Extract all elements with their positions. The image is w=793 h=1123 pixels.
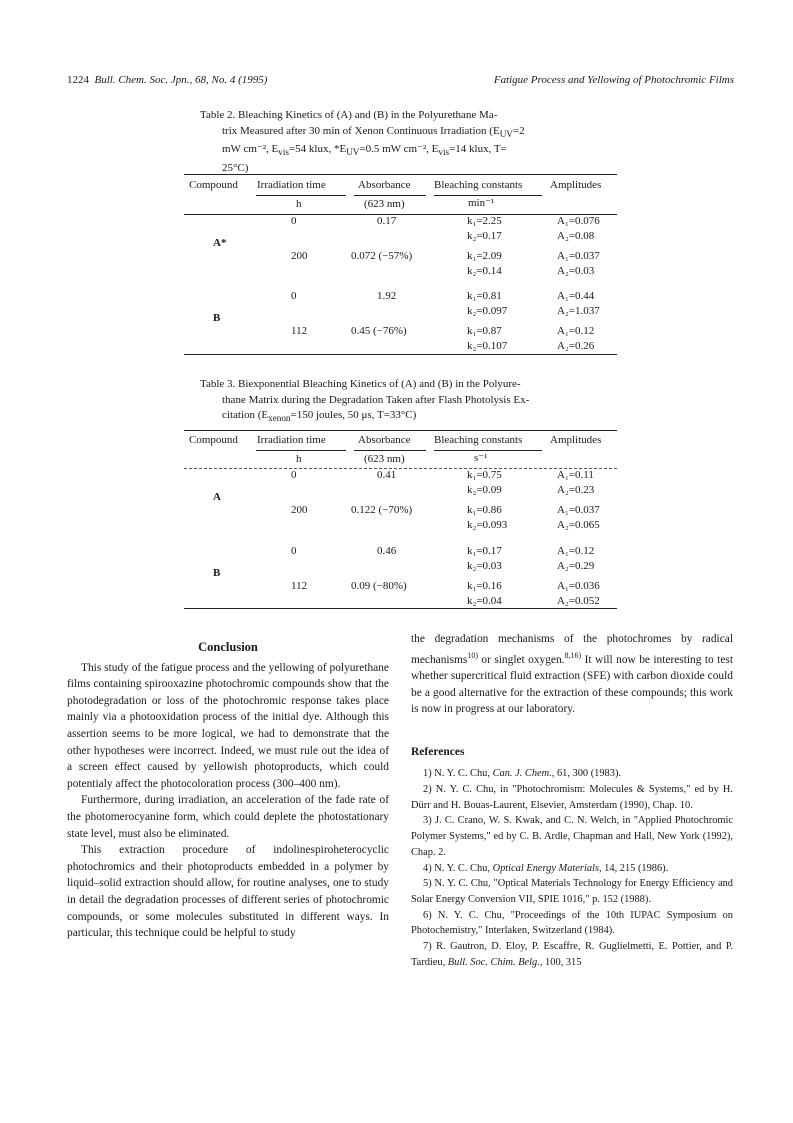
table3-time-cell: 0: [291, 469, 297, 481]
table3-absorbance-cell: 0.41: [377, 469, 397, 481]
table2-time-cell: 200: [291, 250, 308, 262]
sub-uv-2: UV: [346, 147, 360, 158]
table2-compound-label: A*: [213, 236, 227, 249]
conclusion-heading: Conclusion: [198, 640, 258, 654]
journal-name: Bull. Chem. Soc. Jpn.,: [94, 74, 193, 86]
table2-a2-cell: A₂=0.03: [557, 265, 595, 277]
table2-absorbance-cell: 0.072 (−57%): [351, 250, 413, 262]
table2-caption-line2-tail: =2: [512, 124, 525, 137]
table3-a1-cell: A₁=0.11: [557, 469, 594, 481]
table2-caption-line3: mW cm⁻², E: [222, 143, 279, 156]
sub-xenon: xenon: [268, 413, 291, 424]
table3-time-cell: 200: [291, 504, 308, 516]
table2-caption-line3b: =54 klux, *E: [288, 143, 347, 156]
table2-time-cell: 112: [291, 325, 308, 337]
table3-unit-h: h: [296, 453, 302, 465]
table3-header-time: Irradiation time: [257, 434, 326, 446]
table2-header-absorbance: Absorbance: [358, 179, 411, 191]
table3-a1-cell: A₁=0.12: [557, 545, 595, 557]
conclusion-paragraph-1: This study of the fatigue process and the yellowing of polyurethane films containing spirooxazine photochromic compounds show that the photodegradation or loss of the photochromic response takes place mainly via a photooxidation process of the initial dye. Although this assertion seems to be more logical, we had to demonstrate that the other hypotheses were incorrect. Indeed, we must rule out the idea of a screen effect caused by yellowish photoproducts, which could potentialy affect the photocoloration process (300–400 nm).: [67, 661, 389, 790]
table2-a1-cell: A₁=0.037: [557, 250, 600, 262]
reference-item: [411, 908, 733, 939]
continuation-text-b: or singlet oxygen.: [477, 653, 565, 666]
table3-compound-label: B: [213, 566, 221, 579]
reference-text: 5) N. Y. C. Chu, "Optical Materials Technology for Energy Efficiency and Solar Energy Conversion VII, SPIE 1016," p. 152 (1988).: [411, 878, 733, 905]
reference-journal: Optical Energy Materials,: [492, 862, 602, 874]
reference-item: [411, 782, 733, 813]
running-header: [67, 74, 734, 90]
reference-journal: Can. J. Chem.,: [492, 768, 555, 780]
table2-unit-nm: (623 nm): [364, 198, 405, 210]
table2-caption-line3c: =0.5 mW cm⁻², E: [359, 143, 439, 156]
volume-issue: 68, No. 4 (1995): [195, 74, 268, 86]
table2-unit-rate: min⁻¹: [468, 197, 495, 209]
table3-sub-rule: [256, 450, 346, 451]
table2-bottom-rule: [184, 354, 617, 355]
running-title: Fatigue Process and Yellowing of Photochromic Films: [493, 74, 734, 86]
table3-unit-rate: s⁻¹: [474, 452, 488, 464]
table3-a1-cell: A₁=0.036: [557, 580, 600, 592]
sub-vis-2: vis: [438, 147, 450, 158]
right-column: [411, 631, 733, 971]
table2-k2-cell: k₂=0.17: [467, 230, 502, 242]
reference-volume: 61, 300 (1983).: [554, 768, 622, 780]
table3-a2-cell: A₂=0.065: [557, 519, 600, 531]
header-citation: [67, 74, 267, 86]
reference-text: 2) N. Y. C. Chu, in "Photochromism: Molecules & Systems," ed by H. Dürr and H. Bouas-Laurent, Elsevier, Amsterdam (1990), Chap. 10.: [411, 784, 733, 811]
table3-header-absorbance: Absorbance: [358, 434, 411, 446]
reference-item: [411, 861, 733, 877]
table2-time-cell: 0: [291, 290, 297, 302]
continuation-text-a: the degradation mechanisms of the photochromes by radical mechanisms: [411, 633, 733, 666]
table3-absorbance-cell: 0.46: [377, 545, 397, 557]
table3-absorbance-cell: 0.09 (−80%): [351, 580, 407, 592]
table2-a1-cell: A₁=0.12: [557, 325, 595, 337]
table2-k2-cell: k₂=0.14: [467, 265, 502, 277]
table3-k2-cell: k₂=0.04: [467, 595, 502, 607]
sub-uv: UV: [499, 128, 513, 139]
table2-k1-cell: k₁=0.87: [467, 325, 502, 337]
table2-header-time: Irradiation time: [257, 179, 326, 191]
table3-caption-line3-tail: =150 joules, 50 μs, T=33°C): [290, 409, 417, 422]
table3-caption-cont: [200, 393, 610, 427]
table3-header-amplitudes: Amplitudes: [550, 434, 602, 446]
reference-text: 7) R. Gautron, D. Eloy, P. Escaffre, R. Guglielmetti, E. Pottier, and P. Tardieu,: [411, 941, 733, 968]
table3-top-rule: [184, 430, 617, 431]
table3-bottom-rule: [184, 608, 617, 609]
table3-compound-label: A: [213, 490, 221, 503]
continuation-text-c: It will now be interesting to test whether supercritical fluid extraction (SFE) with carbon dioxide could be a good alternative for the extraction of these compounds; this work is now in progress at our laboratory.: [411, 653, 733, 716]
table2-time-cell: 0: [291, 215, 297, 227]
reference-text: 3) J. C. Crano, W. S. Kwak, and C. N. Welch, in "Applied Photochromic Polymer Systems," ed by C. B. Ardle, Chapman and Hall, New York (1992), Chap. 2.: [411, 815, 733, 858]
reference-text: 4) N. Y. C. Chu,: [423, 862, 493, 874]
reference-item: [411, 876, 733, 907]
table2-sub-rule: [354, 195, 426, 196]
table2-k2-cell: k₂=0.097: [467, 305, 508, 317]
conclusion-paragraph-2: Furthermore, during irradiation, an acceleration of the fade rate of the photomerocyanine form, which could deplete the photostationary state level, must also be eliminated.: [67, 794, 389, 840]
table3-caption-line2: thane Matrix during the Degradation Taken after Flash Photolysis Ex-: [222, 393, 530, 406]
table3-sub-rule: [434, 450, 542, 451]
table2-sub-rule: [256, 195, 346, 196]
table2-absorbance-cell: 1.92: [377, 290, 397, 302]
table2-a1-cell: A₁=0.076: [557, 215, 600, 227]
table3-k2-cell: k₂=0.093: [467, 519, 508, 531]
table3-unit-nm: (623 nm): [364, 453, 405, 465]
table2-absorbance-cell: 0.45 (−76%): [351, 325, 407, 337]
table2-caption-line3d: =14 klux, T=: [449, 143, 507, 156]
table3-caption-line3: citation (E: [222, 409, 269, 422]
table3-time-cell: 0: [291, 545, 297, 557]
sub-vis: vis: [278, 147, 289, 158]
table2-caption-line1: Table 2. Bleaching Kinetics of (A) and (B) in the Polyurethane Ma-: [200, 109, 498, 121]
table2-caption-cont: [200, 124, 610, 177]
table3-time-cell: 112: [291, 580, 308, 592]
reference-volume: 100, 315: [542, 956, 582, 968]
reference-journal: Bull. Soc. Chim. Belg.,: [447, 956, 543, 968]
table2-a1-cell: A₁=0.44: [557, 290, 595, 302]
table2-k1-cell: k₁=2.25: [467, 215, 502, 227]
table3-sub-rule: [354, 450, 426, 451]
table2-a2-cell: A₂=0.26: [557, 340, 595, 352]
table3-k2-cell: k₂=0.03: [467, 560, 502, 572]
table2-k2-cell: k₂=0.107: [467, 340, 508, 352]
table2-header-compound: Compound: [189, 179, 238, 191]
table2-caption-line4: 25°C): [222, 162, 249, 175]
table2-a2-cell: A₂=0.08: [557, 230, 595, 242]
table3-a2-cell: A₂=0.29: [557, 560, 595, 572]
citation-sup: 8,16): [564, 650, 582, 660]
conclusion-paragraph-3: This extraction procedure of indolinespiroheterocyclic photochromics and their photoproducts embedded in a polymer by liquid–solid extraction should allow, for routine analyses, one to study in detail the degradation processes of different series of photochromic compounds, or some molecules substituted in different ways. In particular, this technique could be helpful to study: [67, 844, 389, 940]
reference-item: [411, 939, 733, 970]
table2-compound-label: B: [213, 311, 221, 324]
table3-a1-cell: A₁=0.037: [557, 504, 600, 516]
table3-k1-cell: k₁=0.75: [467, 469, 502, 481]
table2-k1-cell: k₁=0.81: [467, 290, 502, 302]
table3-k2-cell: k₂=0.09: [467, 484, 502, 496]
table3-a2-cell: A₂=0.23: [557, 484, 595, 496]
table3-header-compound: Compound: [189, 434, 238, 446]
table3-caption: [200, 377, 610, 427]
conclusion-continuation: [411, 631, 733, 718]
reference-text: 6) N. Y. C. Chu, "Proceedings of the 10th IUPAC Symposium on Photochemistry," Interlaken, Switzerland (1984).: [411, 909, 733, 937]
citation-sup: 10): [467, 650, 478, 660]
table2-top-rule: [184, 174, 617, 175]
table3-k1-cell: k₁=0.17: [467, 545, 502, 557]
table3-caption-line1: Table 3. Biexponential Bleaching Kinetics of (A) and (B) in the Polyure-: [200, 378, 521, 390]
table2: [184, 174, 617, 358]
table3-k1-cell: k₁=0.16: [467, 580, 502, 592]
table2-header-constants: Bleaching constants: [434, 179, 523, 191]
table3-header-constants: Bleaching constants: [434, 434, 523, 446]
reference-item: [411, 766, 733, 782]
references-list: [411, 766, 733, 970]
table2-absorbance-cell: 0.17: [377, 215, 397, 227]
table3-absorbance-cell: 0.122 (−70%): [351, 504, 413, 516]
reference-volume: 14, 215 (1986).: [601, 862, 669, 874]
reference-text: 1) N. Y. C. Chu,: [423, 768, 493, 780]
table2-a2-cell: A₂=1.037: [557, 305, 600, 317]
table3: [184, 430, 617, 612]
table2-k1-cell: k₁=2.09: [467, 250, 502, 262]
table2-caption-line2: trix Measured after 30 min of Xenon Continuous Irradiation (E: [222, 124, 500, 137]
reference-item: [411, 813, 733, 860]
page-number: 1224: [67, 74, 89, 86]
references-heading: References: [411, 745, 465, 758]
table3-header-rule: [184, 468, 617, 469]
conclusion-section: [67, 639, 389, 942]
table3-a2-cell: A₂=0.052: [557, 595, 600, 607]
table3-k1-cell: k₁=0.86: [467, 504, 502, 516]
table2-unit-h: h: [296, 198, 302, 210]
table2-header-amplitudes: Amplitudes: [550, 179, 602, 191]
table2-caption: [200, 108, 610, 177]
table2-header-rule: [184, 214, 617, 215]
